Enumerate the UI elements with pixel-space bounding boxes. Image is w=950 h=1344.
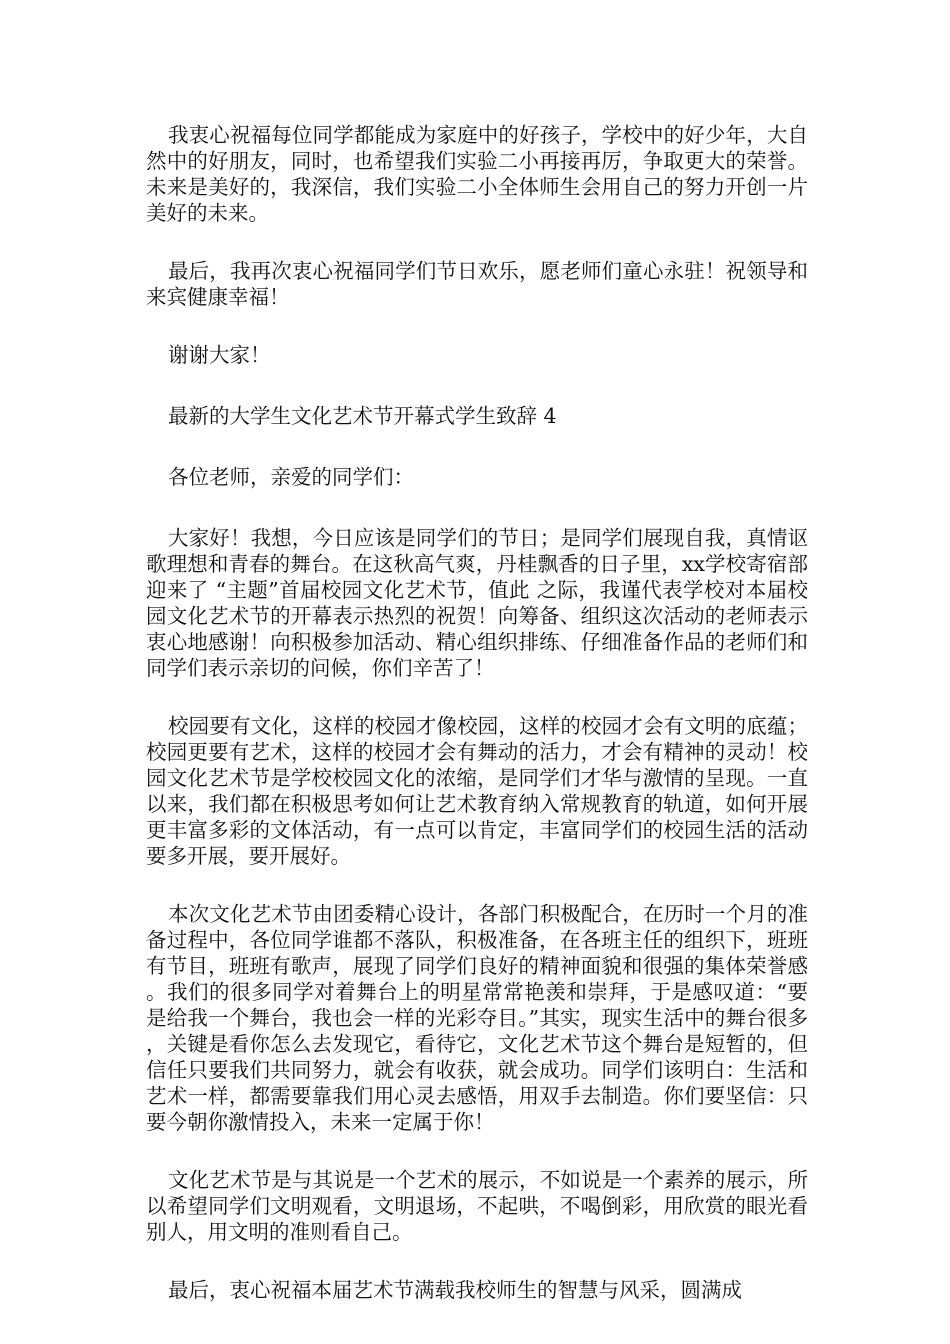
- paragraph-wishes: 我衷心祝福每位同学都能成为家庭中的好孩子，学校中的好少年，大自然中的好朋友，同时，也希望我们实验二小再接再厉，争取更大的荣誉。未来是美好的，我深信，我们实验二小全体师生会用自己的努力开创一片美好的未来。: [146, 123, 808, 225]
- paragraph-thanks: 谢谢大家！: [168, 343, 271, 367]
- paragraph-festival-preparation: 本次文化艺术节由团委精心设计，各部门积极配合，在历时一个月的准备过程中，各位同学谁都不落队，积极准备，在各班主任的组织下，班班有节目，班班有歌声，展现了同学们良好的精神面貌和很强的集体荣誉感。我们的很多同学对着舞台上的明星常常艳羡和崇拜，于是感叹道：“要是给我一个舞台，我也会一样的光彩夺目。”其实，现实生活中的舞台很多，关键是看你怎么去发现它，看待它，文化艺术节这个舞台是短暂的，但信任只要我们共同努力，就会有收获，就会成功。同学们该明白：生活和艺术一样，都需要靠我们用心灵去感悟，用双手去制造。你们要坚信：只要今朝你激情投入，未来一定属于你！: [146, 902, 808, 1134]
- section-heading: 最新的大学生文化艺术节开幕式学生致辞 4: [168, 404, 557, 428]
- paragraph-etiquette: 文化艺术节是与其说是一个艺术的展示，不如说是一个素养的展示，所以希望同学们文明观看，文明退场，不起哄，不喝倒彩，用欣赏的眼光看别人，用文明的准则看自己。: [146, 1168, 808, 1244]
- paragraph-campus-culture: 校园要有文化，这样的校园才像校园，这样的校园才会有文明的底蕴；校园更要有艺术，这样的校园才会有舞动的活力，才会有精神的灵动！校园文化艺术节是学校校园文化的浓缩，是同学们才华与激情的呈现。一直以来，我们都在积极思考如何让艺术教育纳入常规教育的轨道，如何开展更丰富多彩的文体活动，有一点可以肯定，丰富同学们的校园生活的活动要多开展，要开展好。: [146, 714, 808, 868]
- document-body: [146, 122, 808, 1335]
- paragraph-greeting: 大家好！我想，今日应该是同学们的节日；是同学们展现自我，真情讴歌理想和青春的舞台。在这秋高气爽，丹桂飘香的日子里，xx学校寄宿部迎来了 “主题”首届校园文化艺术节，值此 之际，我谨代表学校对本届校园文化艺术节的开幕表示热烈的祝贺！向筹备、组织这次活动的老师表示衷心地感谢！向积极参加活动、精心组织排练、仔细准备作品的老师们和同学们表示亲切的问候，你们辛苦了！: [146, 526, 808, 680]
- paragraph-closing-blessing: 最后，我再次衷心祝福同学们节日欢乐，愿老师们童心永驻！祝领导和来宾健康幸福！: [146, 259, 808, 309]
- paragraph-salutation: 各位老师，亲爱的同学们：: [168, 465, 414, 489]
- paragraph-final-blessing: 最后，衷心祝福本届艺术节满载我校师生的智慧与风采，圆满成: [168, 1278, 742, 1302]
